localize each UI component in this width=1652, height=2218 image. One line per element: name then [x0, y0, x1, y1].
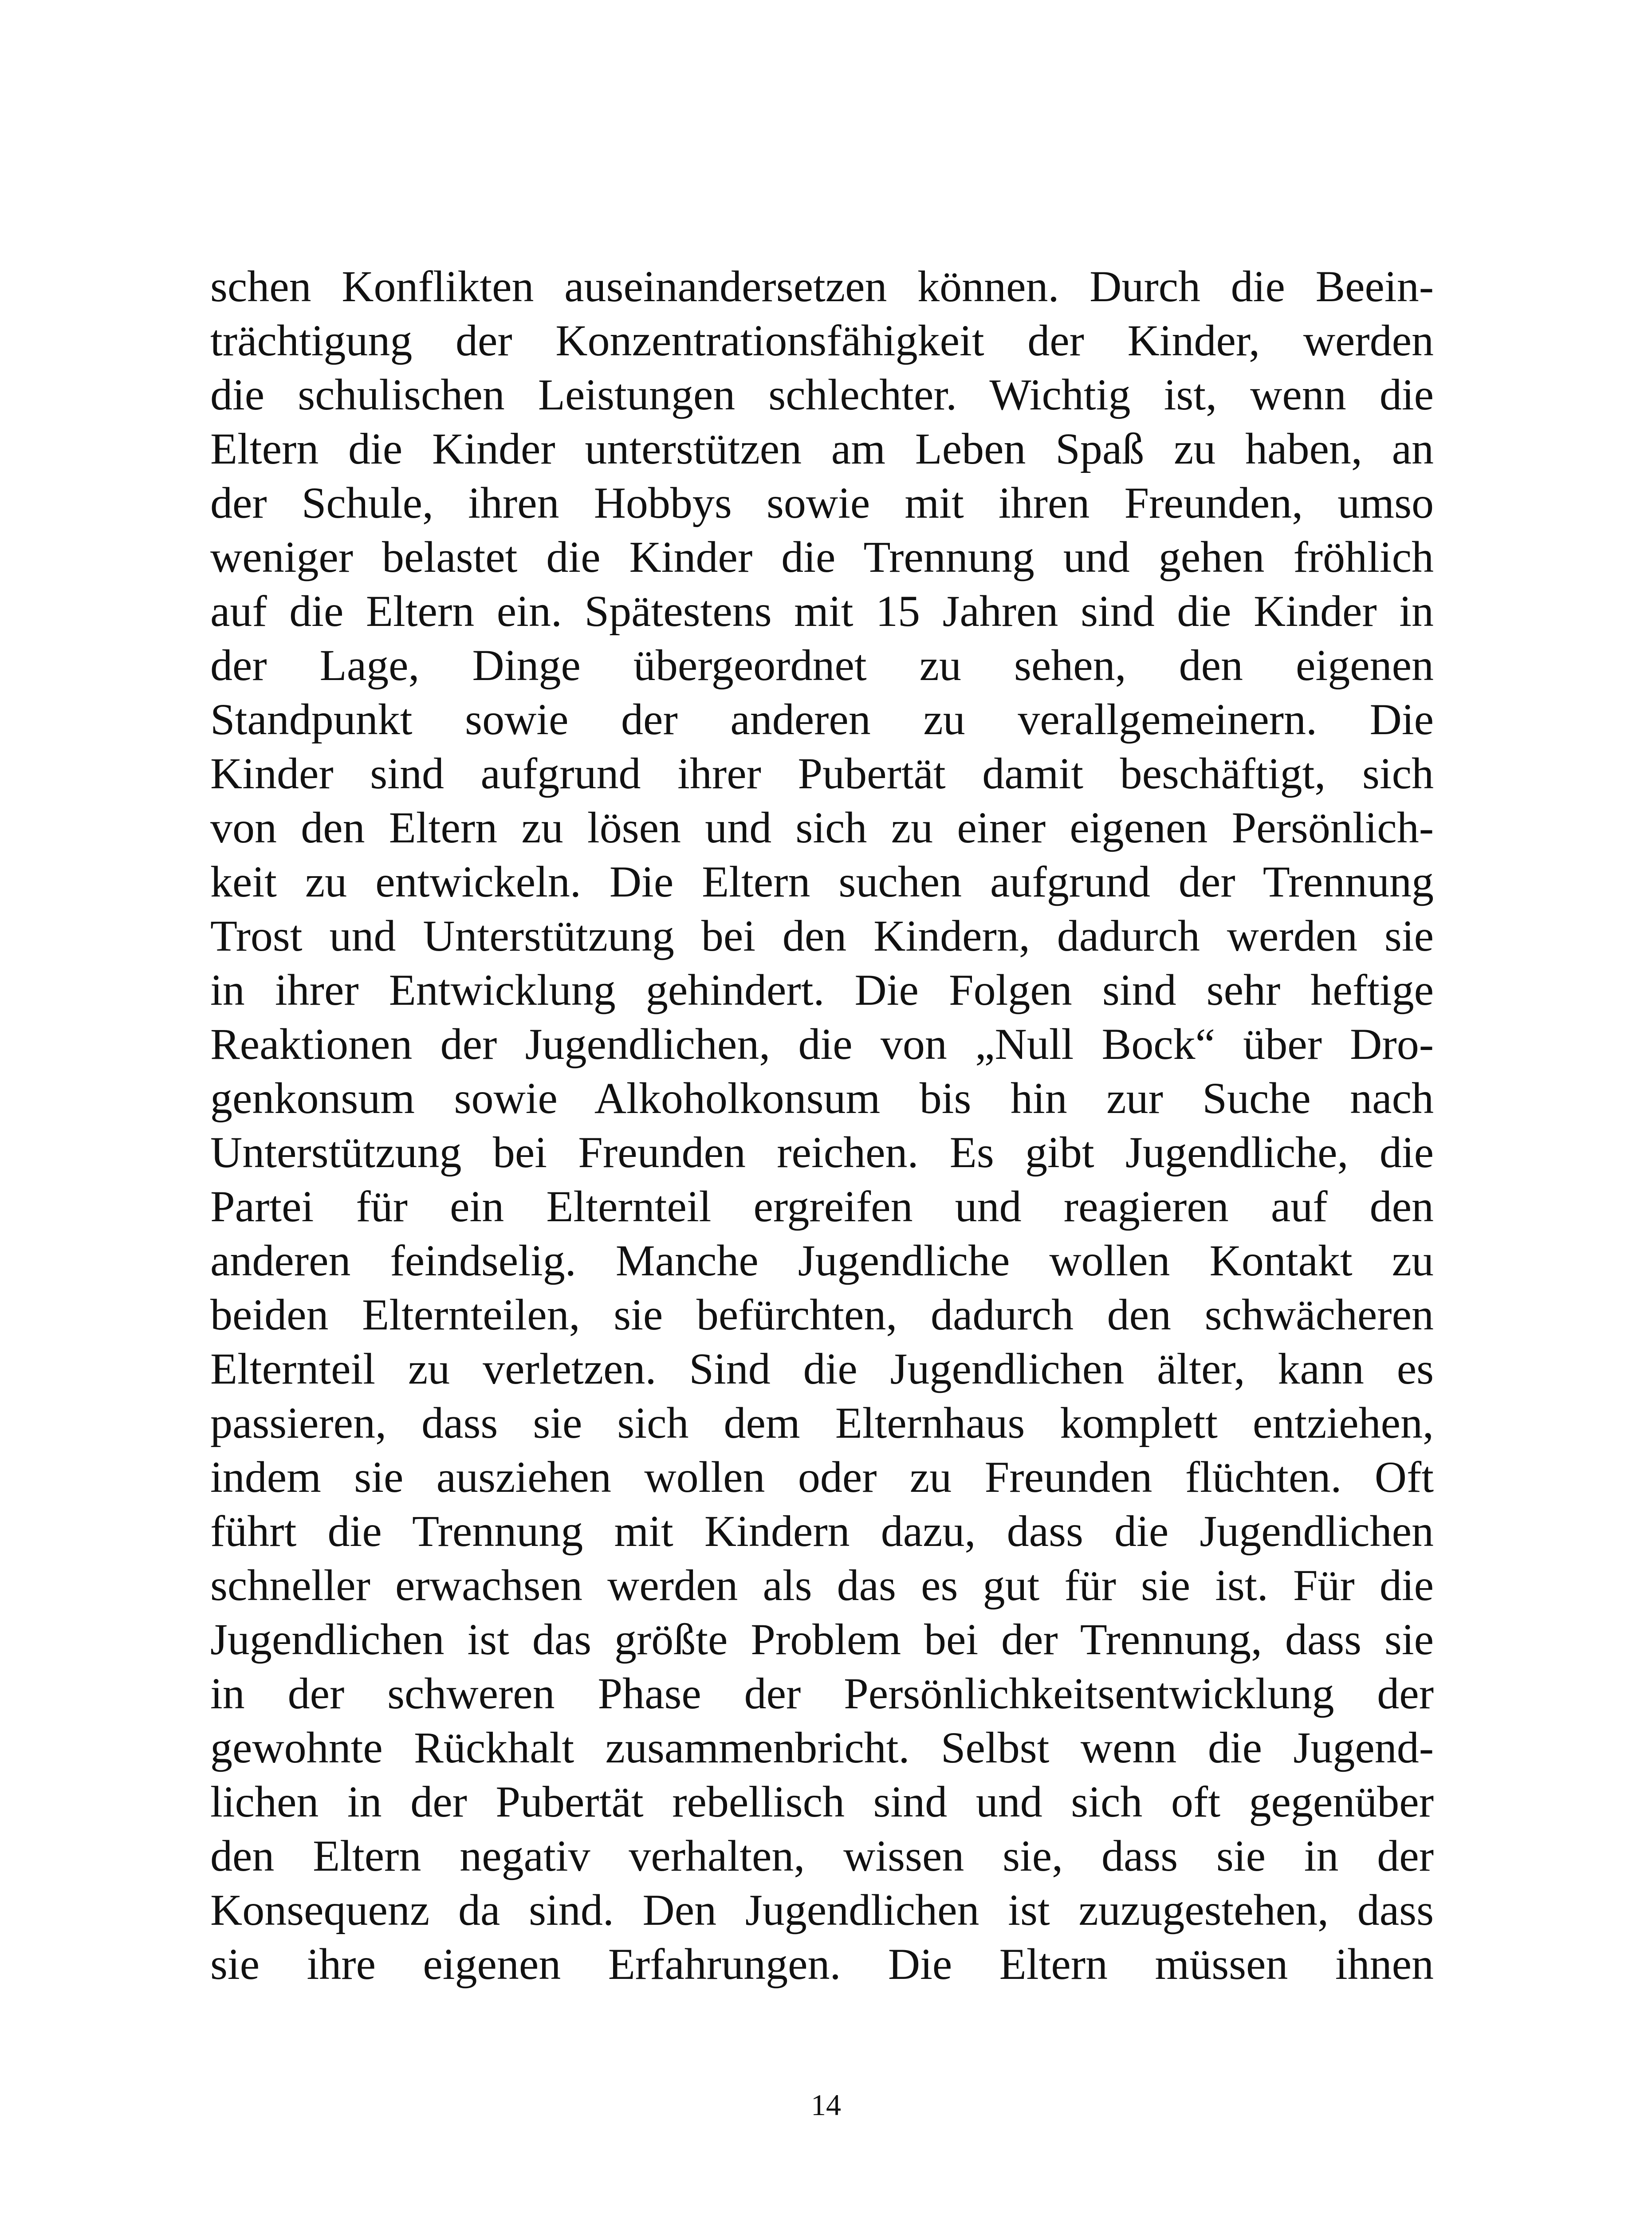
body-text	[210, 260, 1434, 1991]
text-line: Kinder sind aufgrund ihrer Pubertät damit beschäftigt, sich	[210, 749, 1434, 798]
text-line: führt die Trennung mit Kindern dazu, dass die Jugendlichen	[210, 1506, 1434, 1556]
text-line: Reaktionen der Jugendlichen, die von „Null Bock“ über Dro-	[210, 1019, 1434, 1069]
text-line: von den Eltern zu lösen und sich zu einer eigenen Persönlich-	[210, 803, 1434, 852]
text-line: Eltern die Kinder unterstützen am Leben Spaß zu haben, an	[210, 424, 1434, 473]
text-line: schneller erwachsen werden als das es gut für sie ist. Für die	[210, 1561, 1434, 1610]
text-line: schen Konflikten auseinandersetzen können. Durch die Beein-	[210, 262, 1434, 311]
text-line: passieren, dass sie sich dem Elternhaus komplett entziehen,	[210, 1398, 1434, 1447]
text-line: indem sie ausziehen wollen oder zu Freunden flüchten. Oft	[210, 1452, 1434, 1502]
text-line: Trost und Unterstützung bei den Kindern, dadurch werden sie	[210, 911, 1434, 960]
text-line: weniger belastet die Kinder die Trennung und gehen fröhlich	[210, 532, 1434, 582]
text-line: beiden Elternteilen, sie befürchten, dadurch den schwächeren	[210, 1290, 1434, 1339]
text-line: in ihrer Entwicklung gehindert. Die Folgen sind sehr heftige	[210, 965, 1434, 1015]
text-line: Jugendlichen ist das größte Problem bei der Trennung, dass sie	[210, 1615, 1434, 1664]
text-line: auf die Eltern ein. Spätestens mit 15 Jahren sind die Kinder in	[210, 586, 1434, 636]
text-line: Elternteil zu verletzen. Sind die Jugendlichen älter, kann es	[210, 1344, 1434, 1393]
text-line: keit zu entwickeln. Die Eltern suchen aufgrund der Trennung	[210, 857, 1434, 906]
text-line: der Lage, Dinge übergeordnet zu sehen, den eigenen	[210, 641, 1434, 690]
text-line: Konsequenz da sind. Den Jugendlichen ist zuzugestehen, dass	[210, 1885, 1434, 1935]
text-line: lichen in der Pubertät rebellisch sind und sich oft gegenüber	[210, 1777, 1434, 1826]
page-number: 14	[811, 2088, 841, 2122]
text-line: anderen feindselig. Manche Jugendliche wollen Kontakt zu	[210, 1236, 1434, 1285]
text-line: der Schule, ihren Hobbys sowie mit ihren Freunden, umso	[210, 478, 1434, 527]
text-line: den Eltern negativ verhalten, wissen sie, dass sie in der	[210, 1831, 1434, 1880]
text-line: gewohnte Rückhalt zusammenbricht. Selbst wenn die Jugend-	[210, 1723, 1434, 1772]
text-line: genkonsum sowie Alkoholkonsum bis hin zur Suche nach	[210, 1074, 1434, 1123]
text-line: Unterstützung bei Freunden reichen. Es gibt Jugendliche, die	[210, 1128, 1434, 1177]
text-line: in der schweren Phase der Persönlichkeitsentwicklung der	[210, 1669, 1434, 1718]
text-line: Standpunkt sowie der anderen zu verallgemeinern. Die	[210, 695, 1434, 744]
text-line: die schulischen Leistungen schlechter. Wichtig ist, wenn die	[210, 370, 1434, 419]
text-line: sie ihre eigenen Erfahrungen. Die Eltern müssen ihnen	[210, 1939, 1434, 1989]
text-line: trächtigung der Konzentrationsfähigkeit der Kinder, werden	[210, 316, 1434, 365]
text-line: Partei für ein Elternteil ergreifen und reagieren auf den	[210, 1182, 1434, 1231]
